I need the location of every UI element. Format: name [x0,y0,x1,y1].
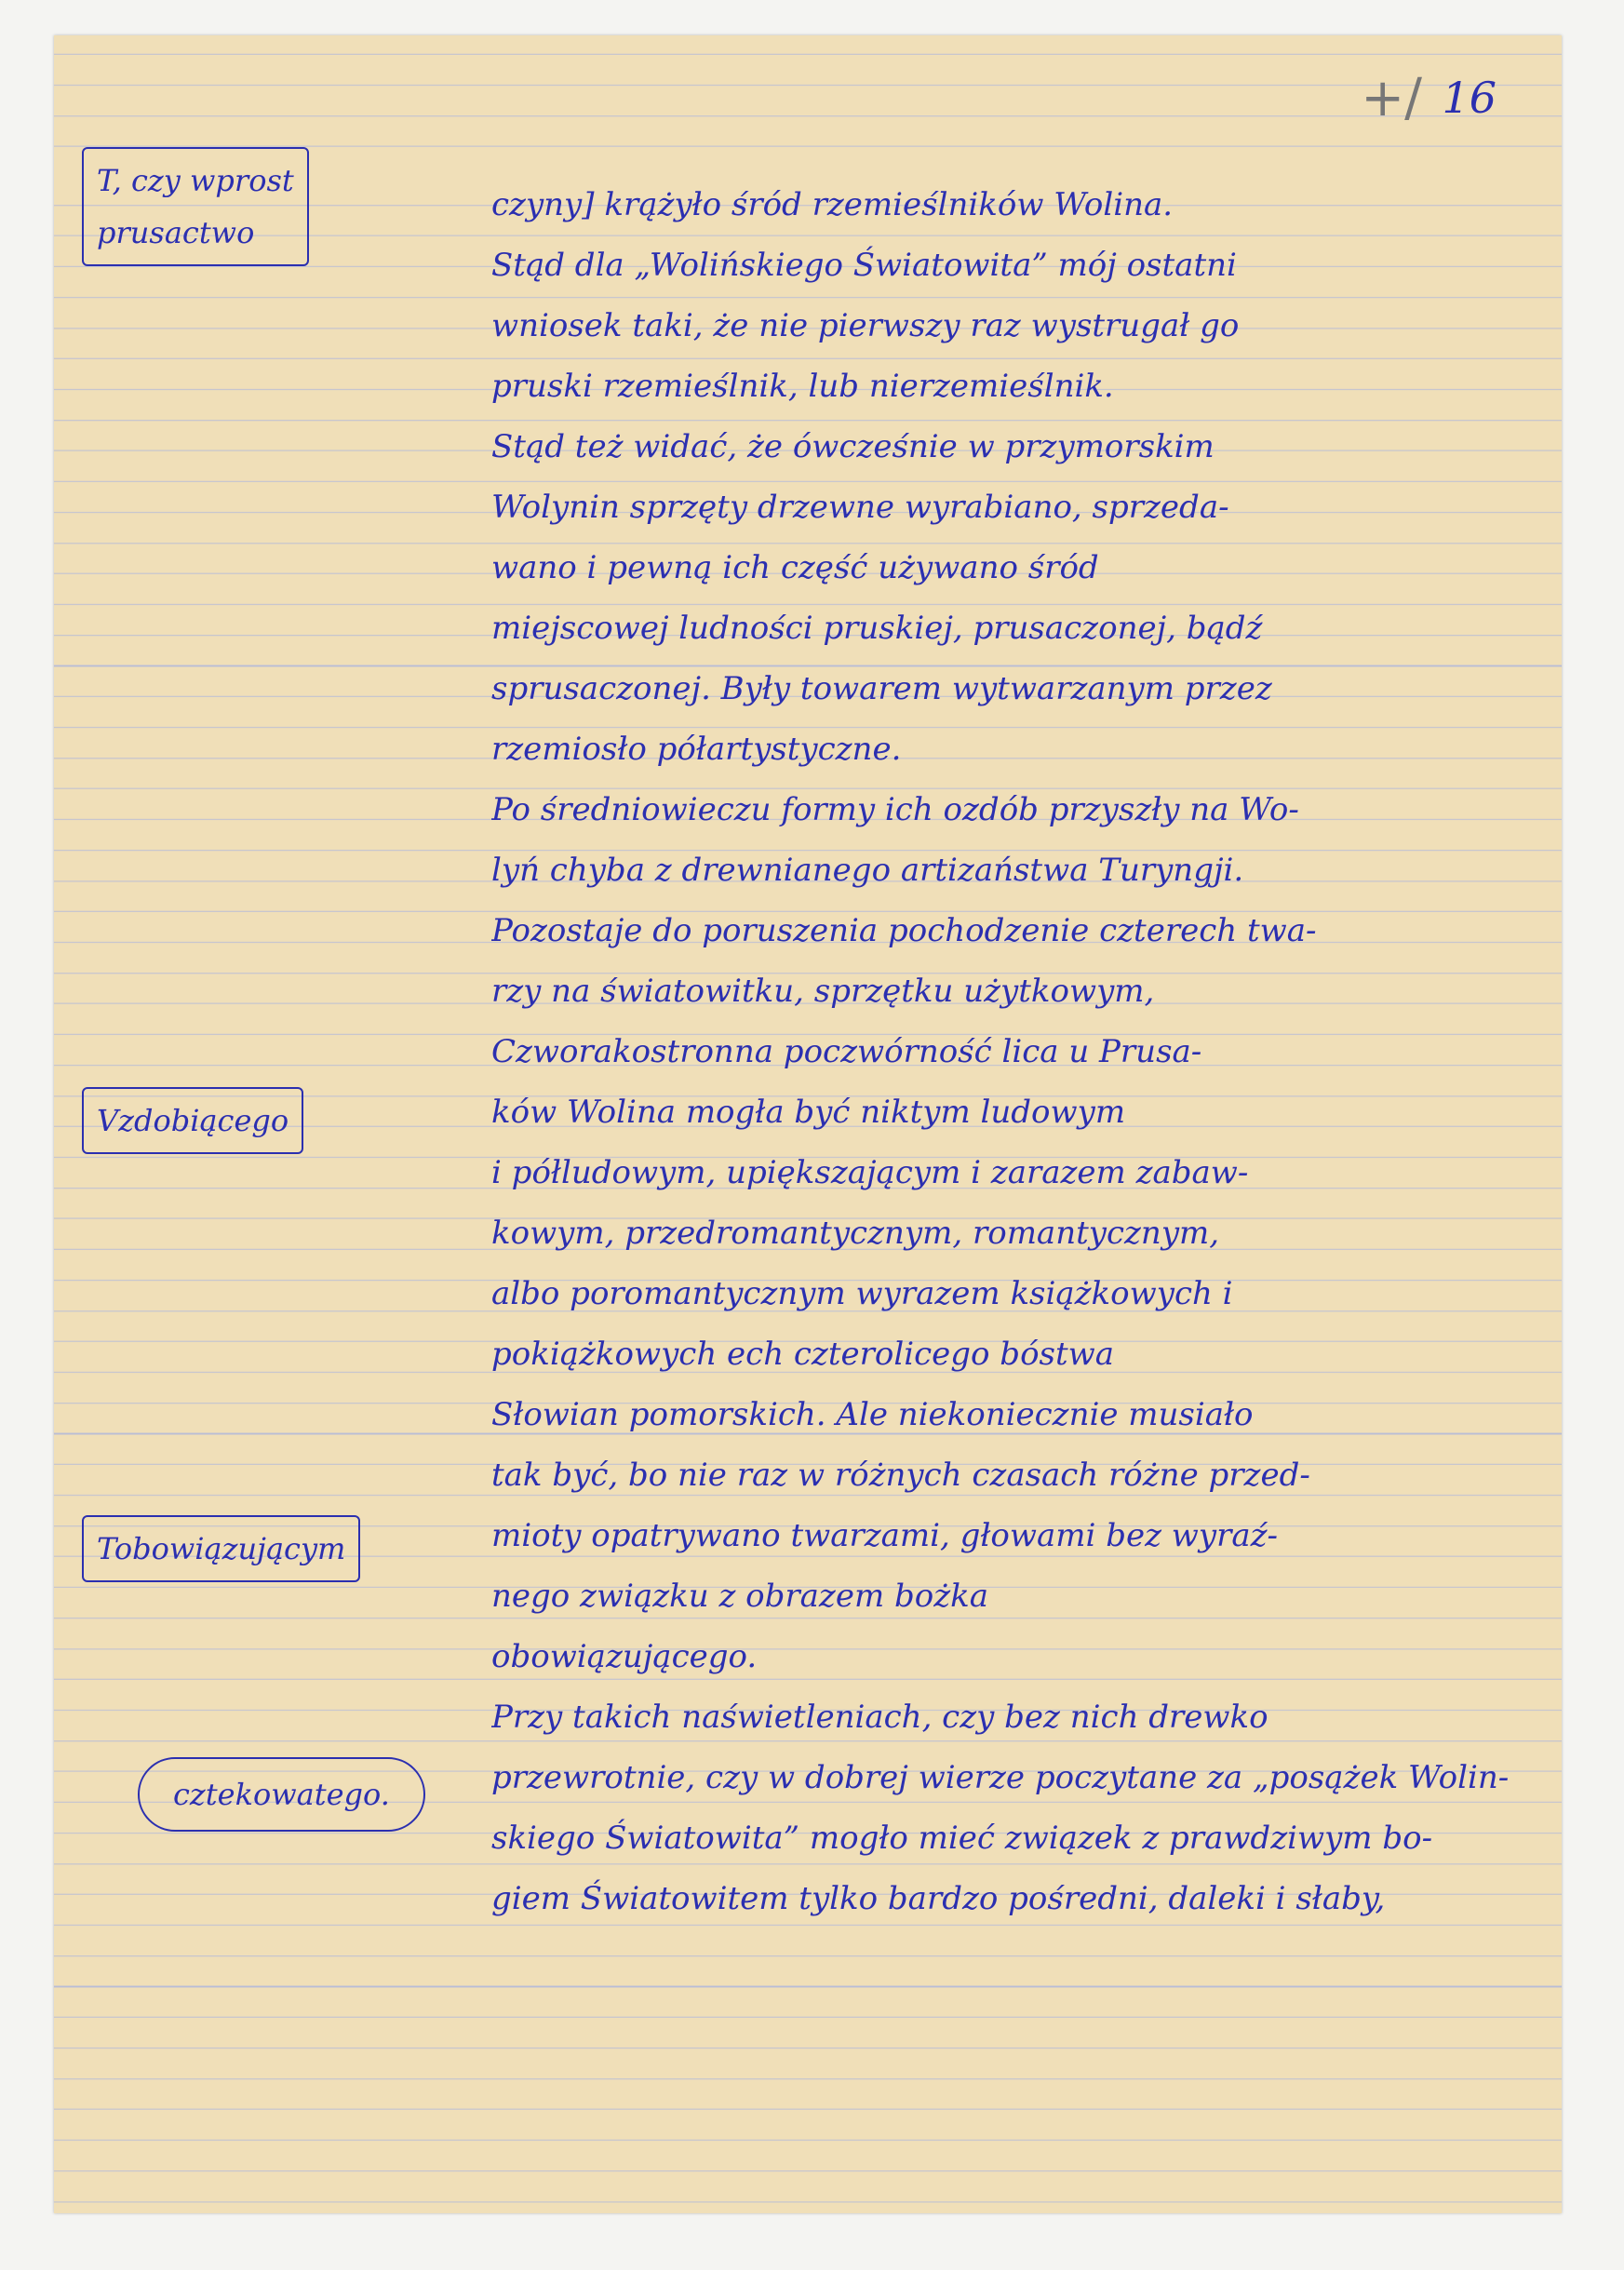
body-line: obowiązującego. [491,1638,758,1675]
body-line: Stąd też widać, że ówcześnie w przymorskim [491,428,1215,465]
body-line: Stąd dla „Wolińskiego Światowita” mój ostatni [491,247,1237,284]
margin-note-1 [82,147,309,266]
body-line: rzy na światowitku, sprzętku użytkowym, [491,973,1155,1010]
body-line: ków Wolina mogła być niktym ludowym [491,1094,1126,1131]
body-line: pruski rzemieślnik, lub nierzemieślnik. [491,368,1114,405]
margin-note-line: Tobowiązującym [97,1531,346,1566]
margin-note-2 [82,1087,303,1154]
body-line: wniosek taki, że nie pierwszy raz wystrugał go [491,307,1240,344]
body-line: Pozostaje do poruszenia pochodzenie czterech twa- [491,912,1317,949]
margin-note-line: cztekowatego. [173,1777,390,1812]
body-line: Słowian pomorskich. Ale niekoniecznie musiało [491,1396,1254,1433]
body-line: Wolynin sprzęty drzewne wyrabiano, sprzeda- [491,489,1229,526]
margin-note-3 [82,1515,360,1582]
body-line: giem Światowitem tylko bardzo pośredni, daleki i słaby, [491,1880,1386,1917]
body-line: czyny] krążyło śród rzemieślników Wolina. [491,186,1174,223]
body-line: tak być, bo nie raz w różnych czasach różne przed- [491,1457,1310,1494]
page-number: 16 [1442,73,1496,123]
body-line: wano i pewną ich część używano śród [491,549,1099,586]
margin-note-line: T, czy wprost [97,163,294,198]
body-line: Czworakostronna poczwórność lica u Prusa- [491,1033,1202,1070]
body-line: Po średniowieczu formy ich ozdób przyszły na Wo- [491,791,1299,828]
body-line: rzemiosło półartystyczne. [491,731,902,768]
body-line: Przy takich naświetleniach, czy bez nich drewko [491,1699,1268,1736]
handwritten-body [491,175,1524,1929]
body-line: sprusaczonej. Były towarem wytwarzanym przez [491,670,1272,707]
body-line: mioty opatrywano twarzami, głowami bez wyraź- [491,1517,1279,1554]
body-line: pokiążkowych ech czterolicego bóstwa [491,1336,1115,1373]
body-line: i półludowym, upiększającym i zarazem zabaw- [491,1154,1249,1191]
body-line: lyń chyba z drewnianego artizaństwa Turyngji. [491,852,1244,889]
page-mark: +/ [1361,68,1422,128]
body-line: przewrotnie, czy w dobrej wierze poczytane za „posążek Wolin- [491,1759,1510,1796]
margin-note-4 [138,1757,425,1832]
margin-note-line: prusactwo [97,215,255,250]
margin-note-line: Vzdobiącego [97,1103,289,1138]
body-line: albo poromantycznym wyrazem książkowych i [491,1275,1233,1312]
manuscript-page [54,35,1562,2213]
body-line: skiego Światowita” mogło mieć związek z prawdziwym bo- [491,1820,1433,1857]
body-line: miejscowej ludności pruskiej, prusaczonej, bądź [491,610,1263,647]
body-line: kowym, przedromantycznym, romantycznym, [491,1215,1220,1252]
body-line: nego związku z obrazem bożka [491,1578,989,1615]
